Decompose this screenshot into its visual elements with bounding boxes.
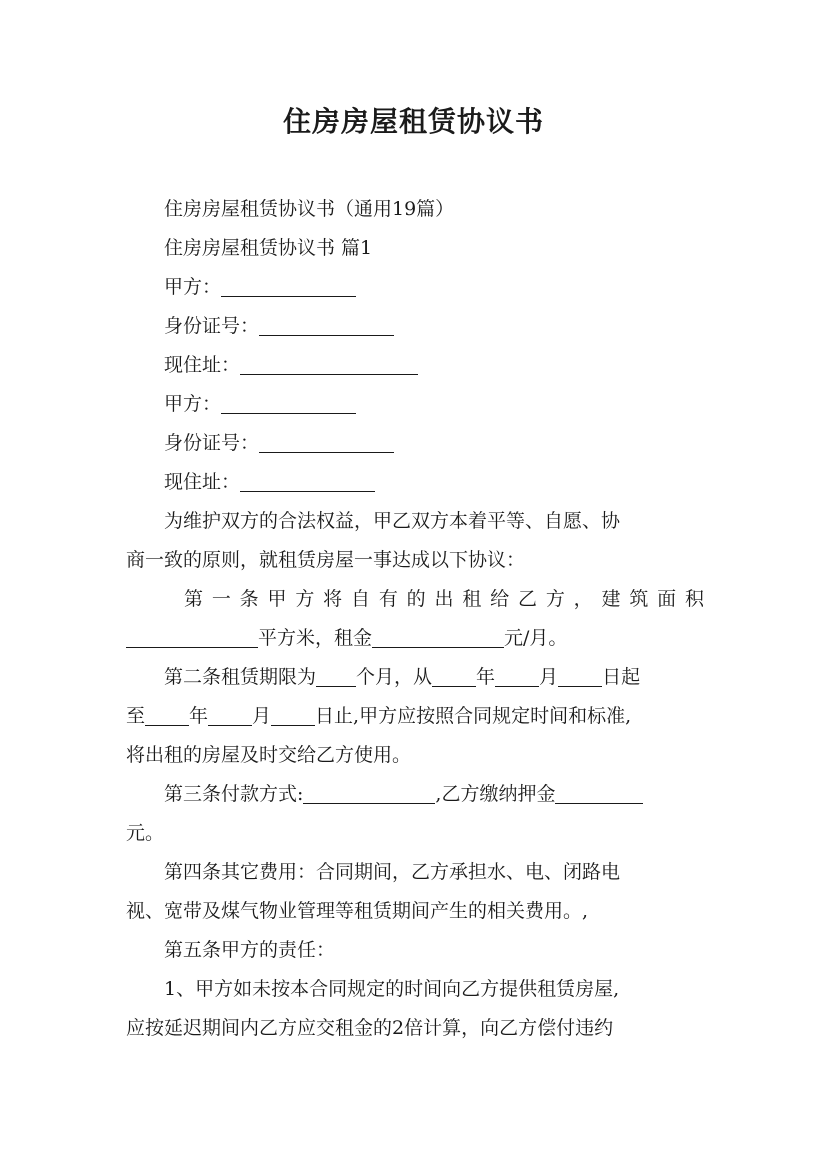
intro-line-1: 为维护双方的合法权益，甲乙双方本着平等、自愿、协 — [164, 510, 621, 532]
article-3-line-2: 元。 — [126, 822, 165, 844]
article-2-line-2: 至 年 月 日止,甲方应按照合同规定时间和标准, — [126, 705, 632, 727]
blank-field — [432, 664, 476, 687]
address-line-2: 现住址： — [126, 463, 704, 502]
id-number-line: 身份证号： — [126, 307, 704, 346]
article-1-line-2: 平方米，租金 元/月。 — [126, 619, 704, 658]
item-1-line-1: 1、甲方如未按本合同规定的时间向乙方提供租赁房屋, — [164, 978, 620, 1000]
blank-field — [145, 703, 189, 726]
blank-field — [240, 352, 418, 375]
subtitle: 住房房屋租赁协议书（通用19篇） — [164, 198, 455, 220]
blank-field — [208, 703, 252, 726]
blank-field — [372, 625, 504, 648]
article-1-line-1: 第一条甲方将自有的出租给乙方，建筑面积 — [184, 588, 704, 610]
blank-field — [495, 664, 539, 687]
blank-field — [558, 664, 602, 687]
blank-field — [316, 664, 356, 687]
section-heading: 住房房屋租赁协议书 篇1 — [164, 237, 373, 259]
blank-field — [303, 781, 435, 804]
id-number-line-2: 身份证号： — [126, 424, 704, 463]
article-4-line-1: 第四条其它费用：合同期间，乙方承担水、电、闭路电 — [164, 861, 621, 883]
document-body — [126, 190, 704, 1048]
document-title: 住房房屋租赁协议书 — [282, 105, 544, 138]
article-2-line-1: 第二条租赁期限为 个月，从 年 月 日起 — [164, 666, 641, 688]
blank-field — [259, 313, 394, 336]
article-3-line-1: 第三条付款方式: ,乙方缴纳押金 — [126, 775, 704, 814]
blank-field — [555, 781, 643, 804]
blank-field — [271, 703, 315, 726]
blank-field — [221, 391, 356, 414]
address-line: 现住址： — [126, 346, 704, 385]
article-2-line-3: 将出租的房屋及时交给乙方使用。 — [126, 744, 412, 766]
blank-field — [259, 430, 394, 453]
party-a-line: 甲方： — [126, 268, 704, 307]
article-5-heading: 第五条甲方的责任： — [164, 939, 336, 961]
intro-line-2: 商一致的原则，就租赁房屋一事达成以下协议： — [126, 549, 526, 571]
blank-field — [221, 274, 356, 297]
item-1-line-2: 应按延迟期间内乙方应交租金的2倍计算，向乙方偿付违约 — [126, 1017, 614, 1039]
blank-field — [126, 625, 258, 648]
party-a-line-2: 甲方： — [126, 385, 704, 424]
article-4-line-2: 视、宽带及煤气物业管理等租赁期间产生的相关费用。, — [126, 900, 589, 922]
blank-field — [240, 469, 375, 492]
